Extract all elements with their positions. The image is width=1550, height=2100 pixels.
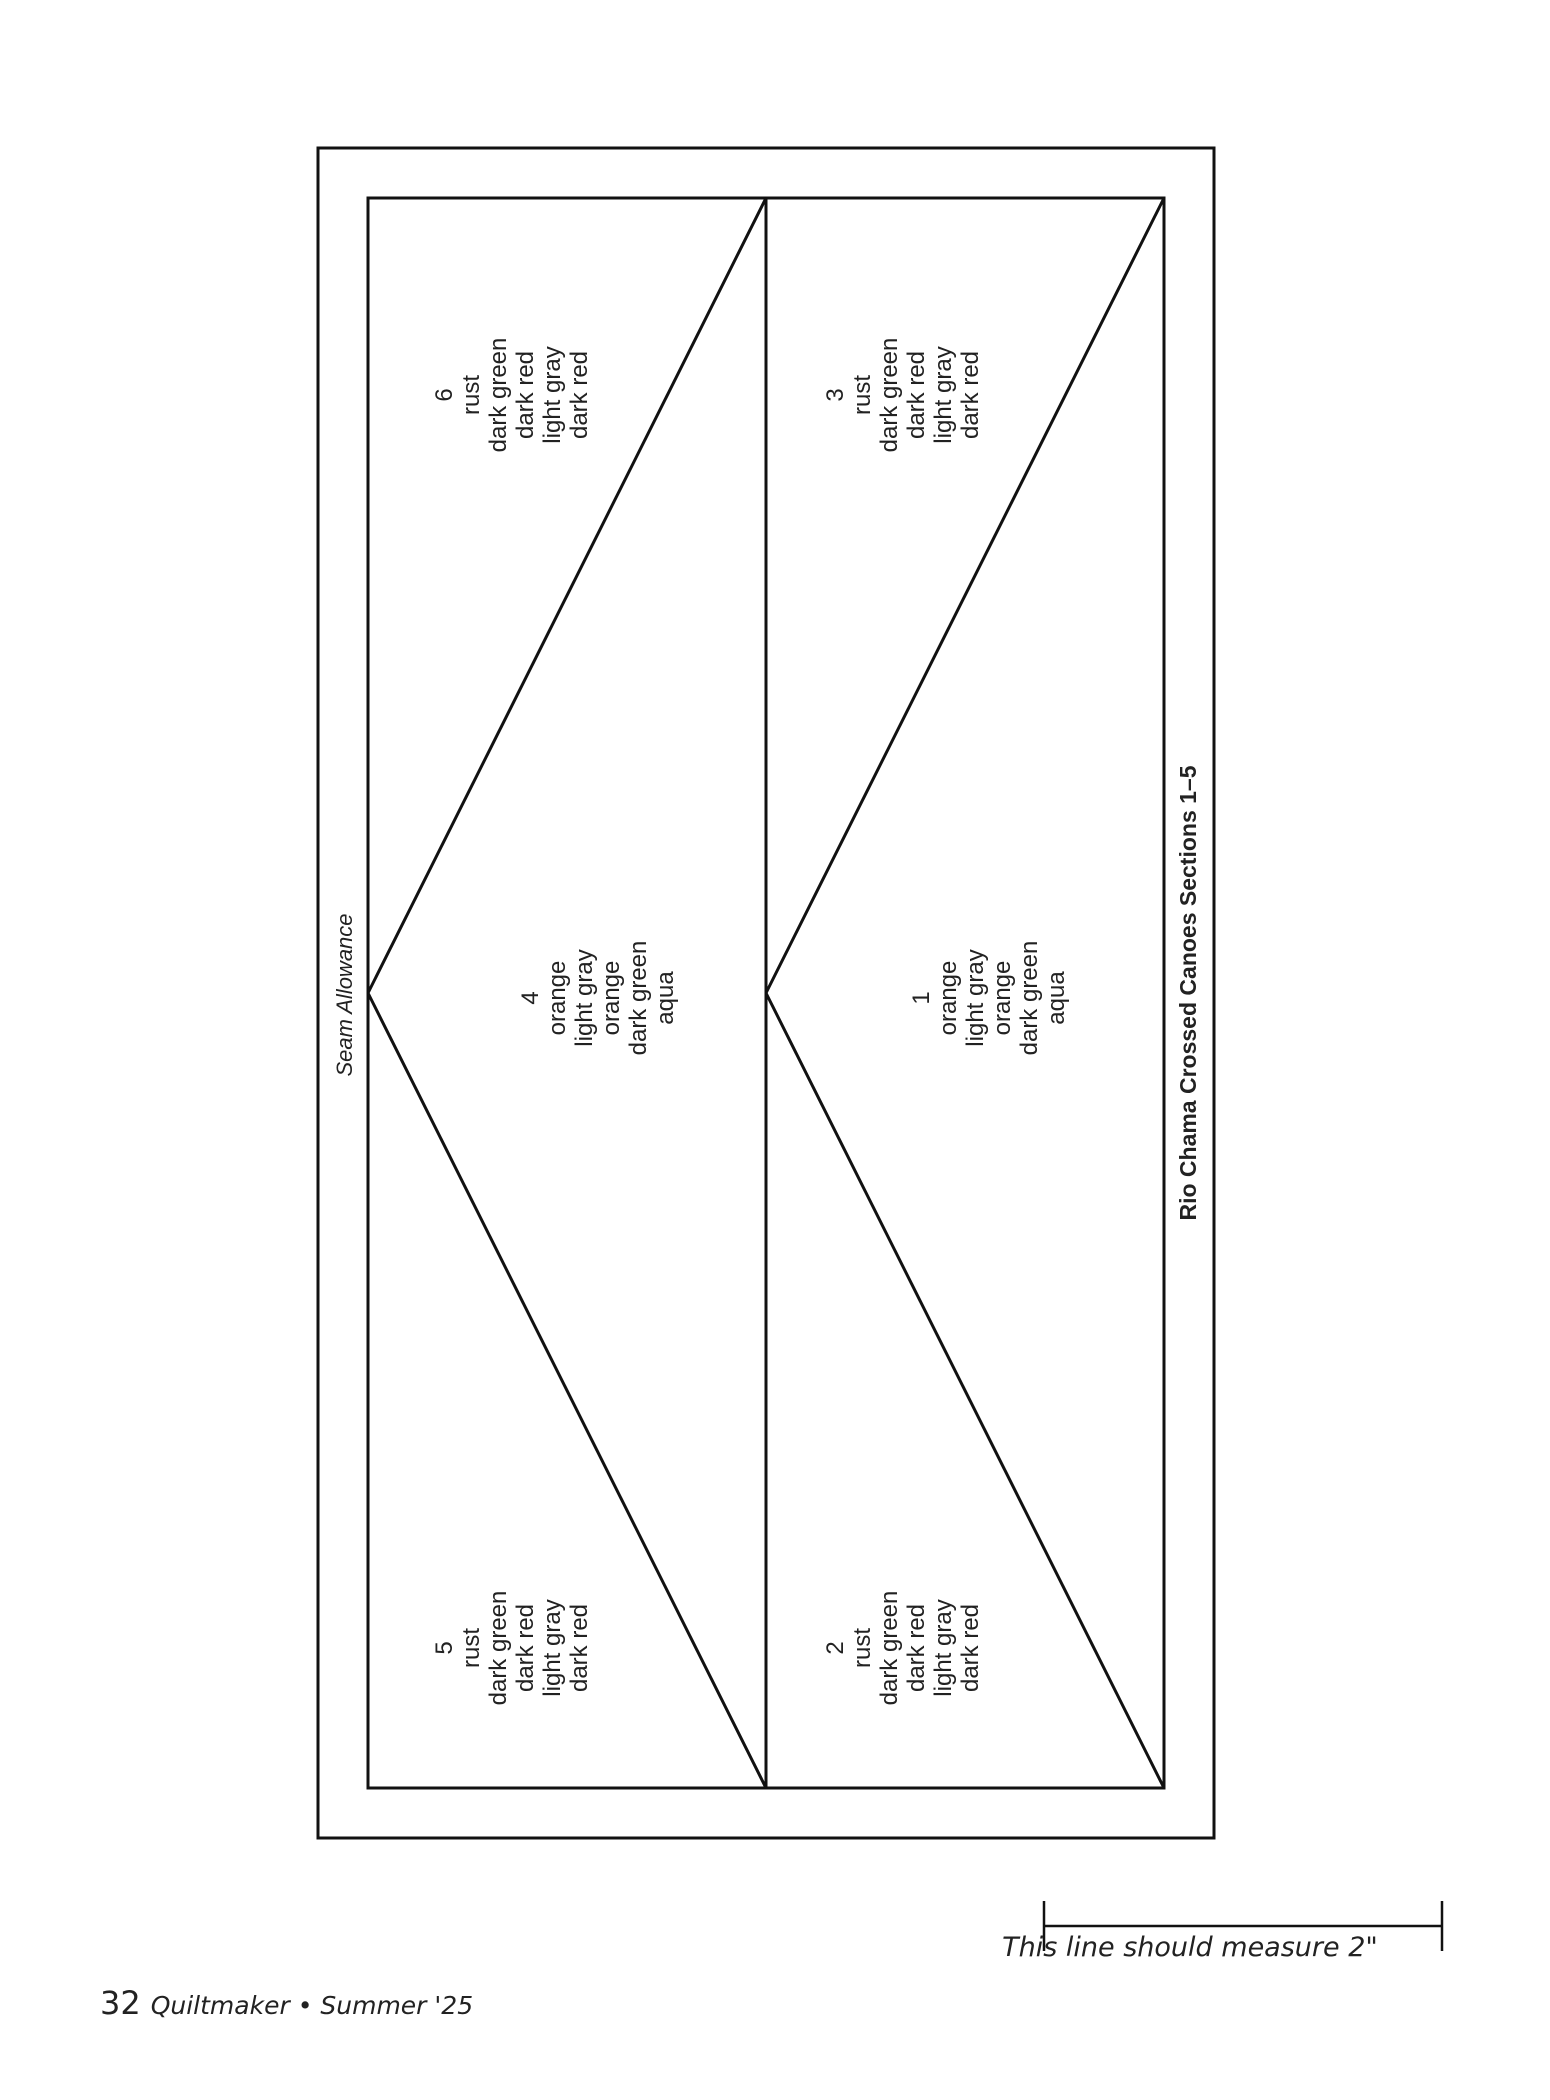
fabric-label: aqua [652, 971, 679, 1025]
section-2-label [822, 1591, 984, 1706]
fabric-label: dark red [957, 350, 984, 440]
pattern-title: Rio Chama Crossed Canoes Sections 1–5 [1175, 765, 1201, 1221]
fabric-label: rust [849, 374, 876, 416]
fabric-label: aqua [1043, 971, 1070, 1025]
section-number: 2 [822, 1641, 849, 1655]
fabric-label: orange [544, 960, 571, 1036]
section-1-label [908, 941, 1070, 1056]
section-number: 1 [908, 991, 935, 1005]
fabric-label: light gray [539, 1599, 566, 1697]
section-6-label [431, 338, 593, 453]
fabric-label: dark red [512, 1603, 539, 1693]
seam-line [368, 198, 766, 993]
fabric-label: light gray [571, 949, 598, 1047]
section-5-label [431, 1591, 593, 1706]
fabric-label: dark green [876, 1590, 903, 1706]
fabric-label: dark red [903, 350, 930, 440]
magazine-issue: Quiltmaker • Summer '25 [150, 1991, 474, 2020]
section-number: 4 [517, 991, 544, 1005]
section-number: 3 [822, 388, 849, 402]
fabric-label: dark green [1016, 940, 1043, 1056]
fabric-label: orange [598, 960, 625, 1036]
page-number: 32 [100, 1984, 141, 2022]
fabric-label: light gray [930, 346, 957, 444]
fabric-label: dark red [903, 1603, 930, 1693]
scale-caption: This line should measure 2" [1002, 1932, 1378, 1963]
section-number: 6 [431, 388, 458, 402]
fabric-label: dark green [485, 337, 512, 453]
fabric-label: rust [458, 1627, 485, 1669]
fabric-label: dark red [957, 1603, 984, 1693]
fabric-label: dark red [566, 1603, 593, 1693]
fabric-label: orange [935, 960, 962, 1036]
section-4-label [517, 941, 679, 1056]
section-number: 5 [431, 1641, 458, 1655]
fabric-label: dark green [485, 1590, 512, 1706]
fabric-label: dark green [625, 940, 652, 1056]
seam-allowance-label: Seam Allowance [332, 913, 357, 1077]
fabric-label: light gray [930, 1599, 957, 1697]
section-3-label [822, 338, 984, 453]
fabric-label: orange [989, 960, 1016, 1036]
seam-line [766, 198, 1164, 993]
fabric-label: dark red [512, 350, 539, 440]
fabric-label: light gray [539, 346, 566, 444]
fabric-label: dark green [876, 337, 903, 453]
fabric-label: rust [458, 374, 485, 416]
page-footer [100, 1984, 473, 2022]
fabric-label: dark red [566, 350, 593, 440]
fabric-label: light gray [962, 949, 989, 1047]
fabric-label: rust [849, 1627, 876, 1669]
